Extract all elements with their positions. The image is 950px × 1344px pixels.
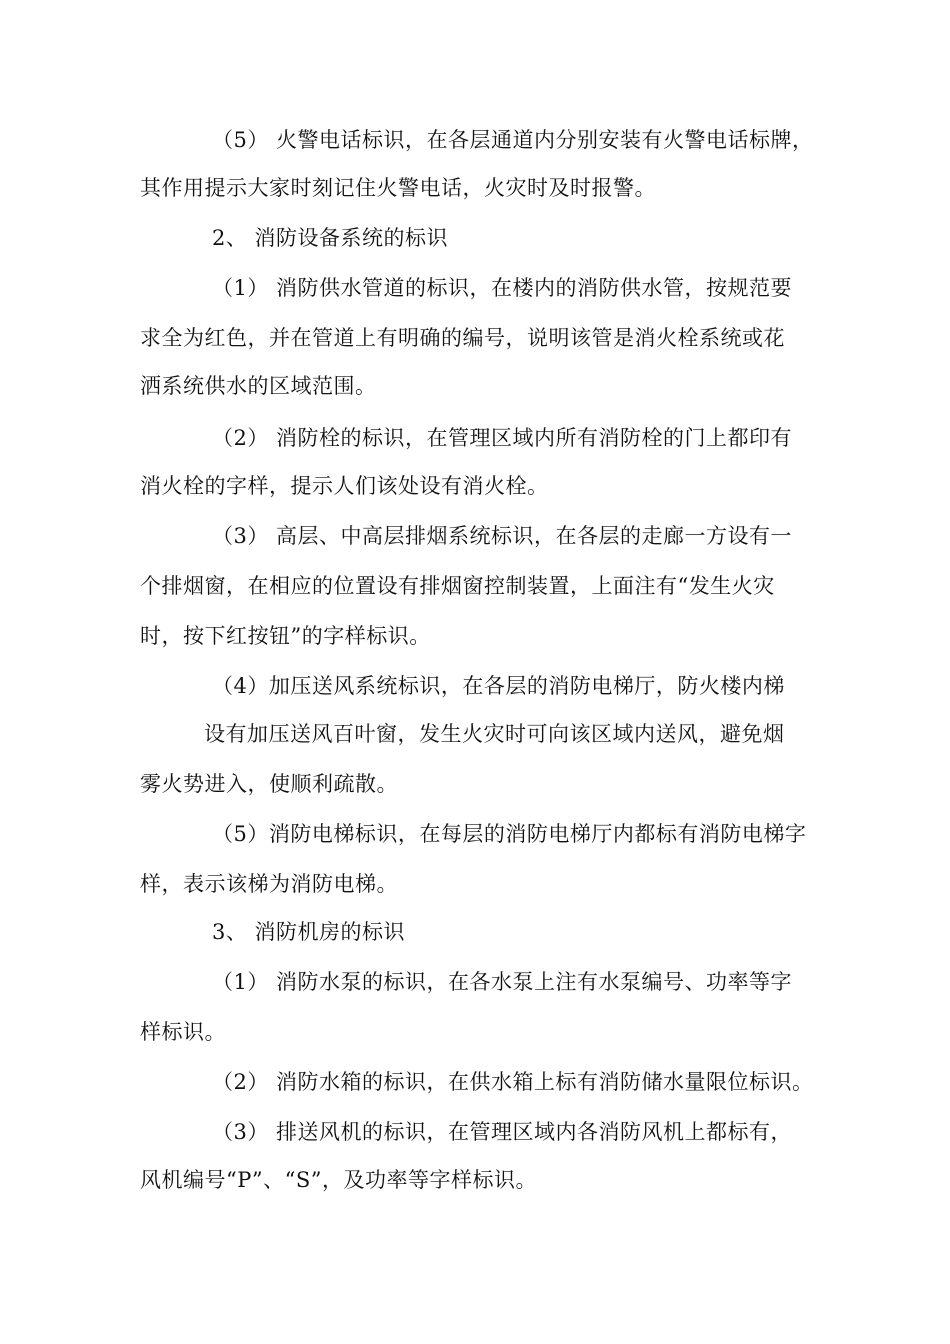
paragraph-water-pump-line-1: （1） 消防水泵的标识，在各水泵上注有水泵编号、功率等字 [212, 970, 793, 994]
paragraph-pressurized-air-line-3: 雾火势进入，使顺利疏散。 [140, 772, 398, 796]
paragraph-smoke-exhaust-line-2: 个排烟窗，在相应的位置设有排烟窗控制装置，上面注有“发生火灾 [140, 574, 775, 598]
section-heading-2: 2、 消防设备系统的标识 [212, 226, 449, 250]
paragraph-water-pipe-line-3: 洒系统供水的区域范围。 [140, 374, 377, 398]
paragraph-smoke-exhaust-line-1: （3） 高层、中高层排烟系统标识，在各层的走廊一方设有一 [212, 524, 793, 548]
paragraph-exhaust-fan-line-2: 风机编号“P”、“S”，及功率等字样标识。 [140, 1168, 537, 1192]
paragraph-water-pipe-line-1: （1） 消防供水管道的标识，在楼内的消防供水管，按规范要 [212, 276, 793, 300]
paragraph-fire-phone-line-1: （5） 火警电话标识，在各层通道内分别安装有火警电话标牌， [212, 128, 814, 152]
paragraph-water-pipe-line-2: 求全为红色，并在管道上有明确的编号，说明该管是消火栓系统或花 [140, 326, 785, 350]
paragraph-water-pump-line-2: 样标识。 [140, 1020, 226, 1044]
paragraph-exhaust-fan-line-1: （3） 排送风机的标识，在管理区域内各消防风机上都标有， [212, 1120, 793, 1144]
paragraph-pressurized-air-line-2: 设有加压送风百叶窗，发生火灾时可向该区域内送风，避免烟 [204, 722, 785, 746]
paragraph-fire-phone-line-2: 其作用提示大家时刻记住火警电话，火灾时及时报警。 [140, 176, 656, 200]
paragraph-fire-elevator-line-1: （5）消防电梯标识，在每层的消防电梯厅内都标有消防电梯字 [212, 822, 807, 846]
section-heading-3: 3、 消防机房的标识 [212, 920, 406, 944]
paragraph-water-tank-line-1: （2） 消防水箱的标识，在供水箱上标有消防储水量限位标识。 [212, 1070, 814, 1094]
paragraph-hydrant-line-1: （2） 消防栓的标识，在管理区域内所有消防栓的门上都印有 [212, 426, 793, 450]
paragraph-fire-elevator-line-2: 样，表示该梯为消防电梯。 [140, 872, 398, 896]
paragraph-pressurized-air-line-1: （4）加压送风系统标识，在各层的消防电梯厅，防火楼内梯 [212, 674, 785, 698]
paragraph-hydrant-line-2: 消火栓的字样，提示人们该处设有消火栓。 [140, 474, 549, 498]
paragraph-smoke-exhaust-line-3: 时，按下红按钮”的字样标识。 [140, 624, 431, 648]
